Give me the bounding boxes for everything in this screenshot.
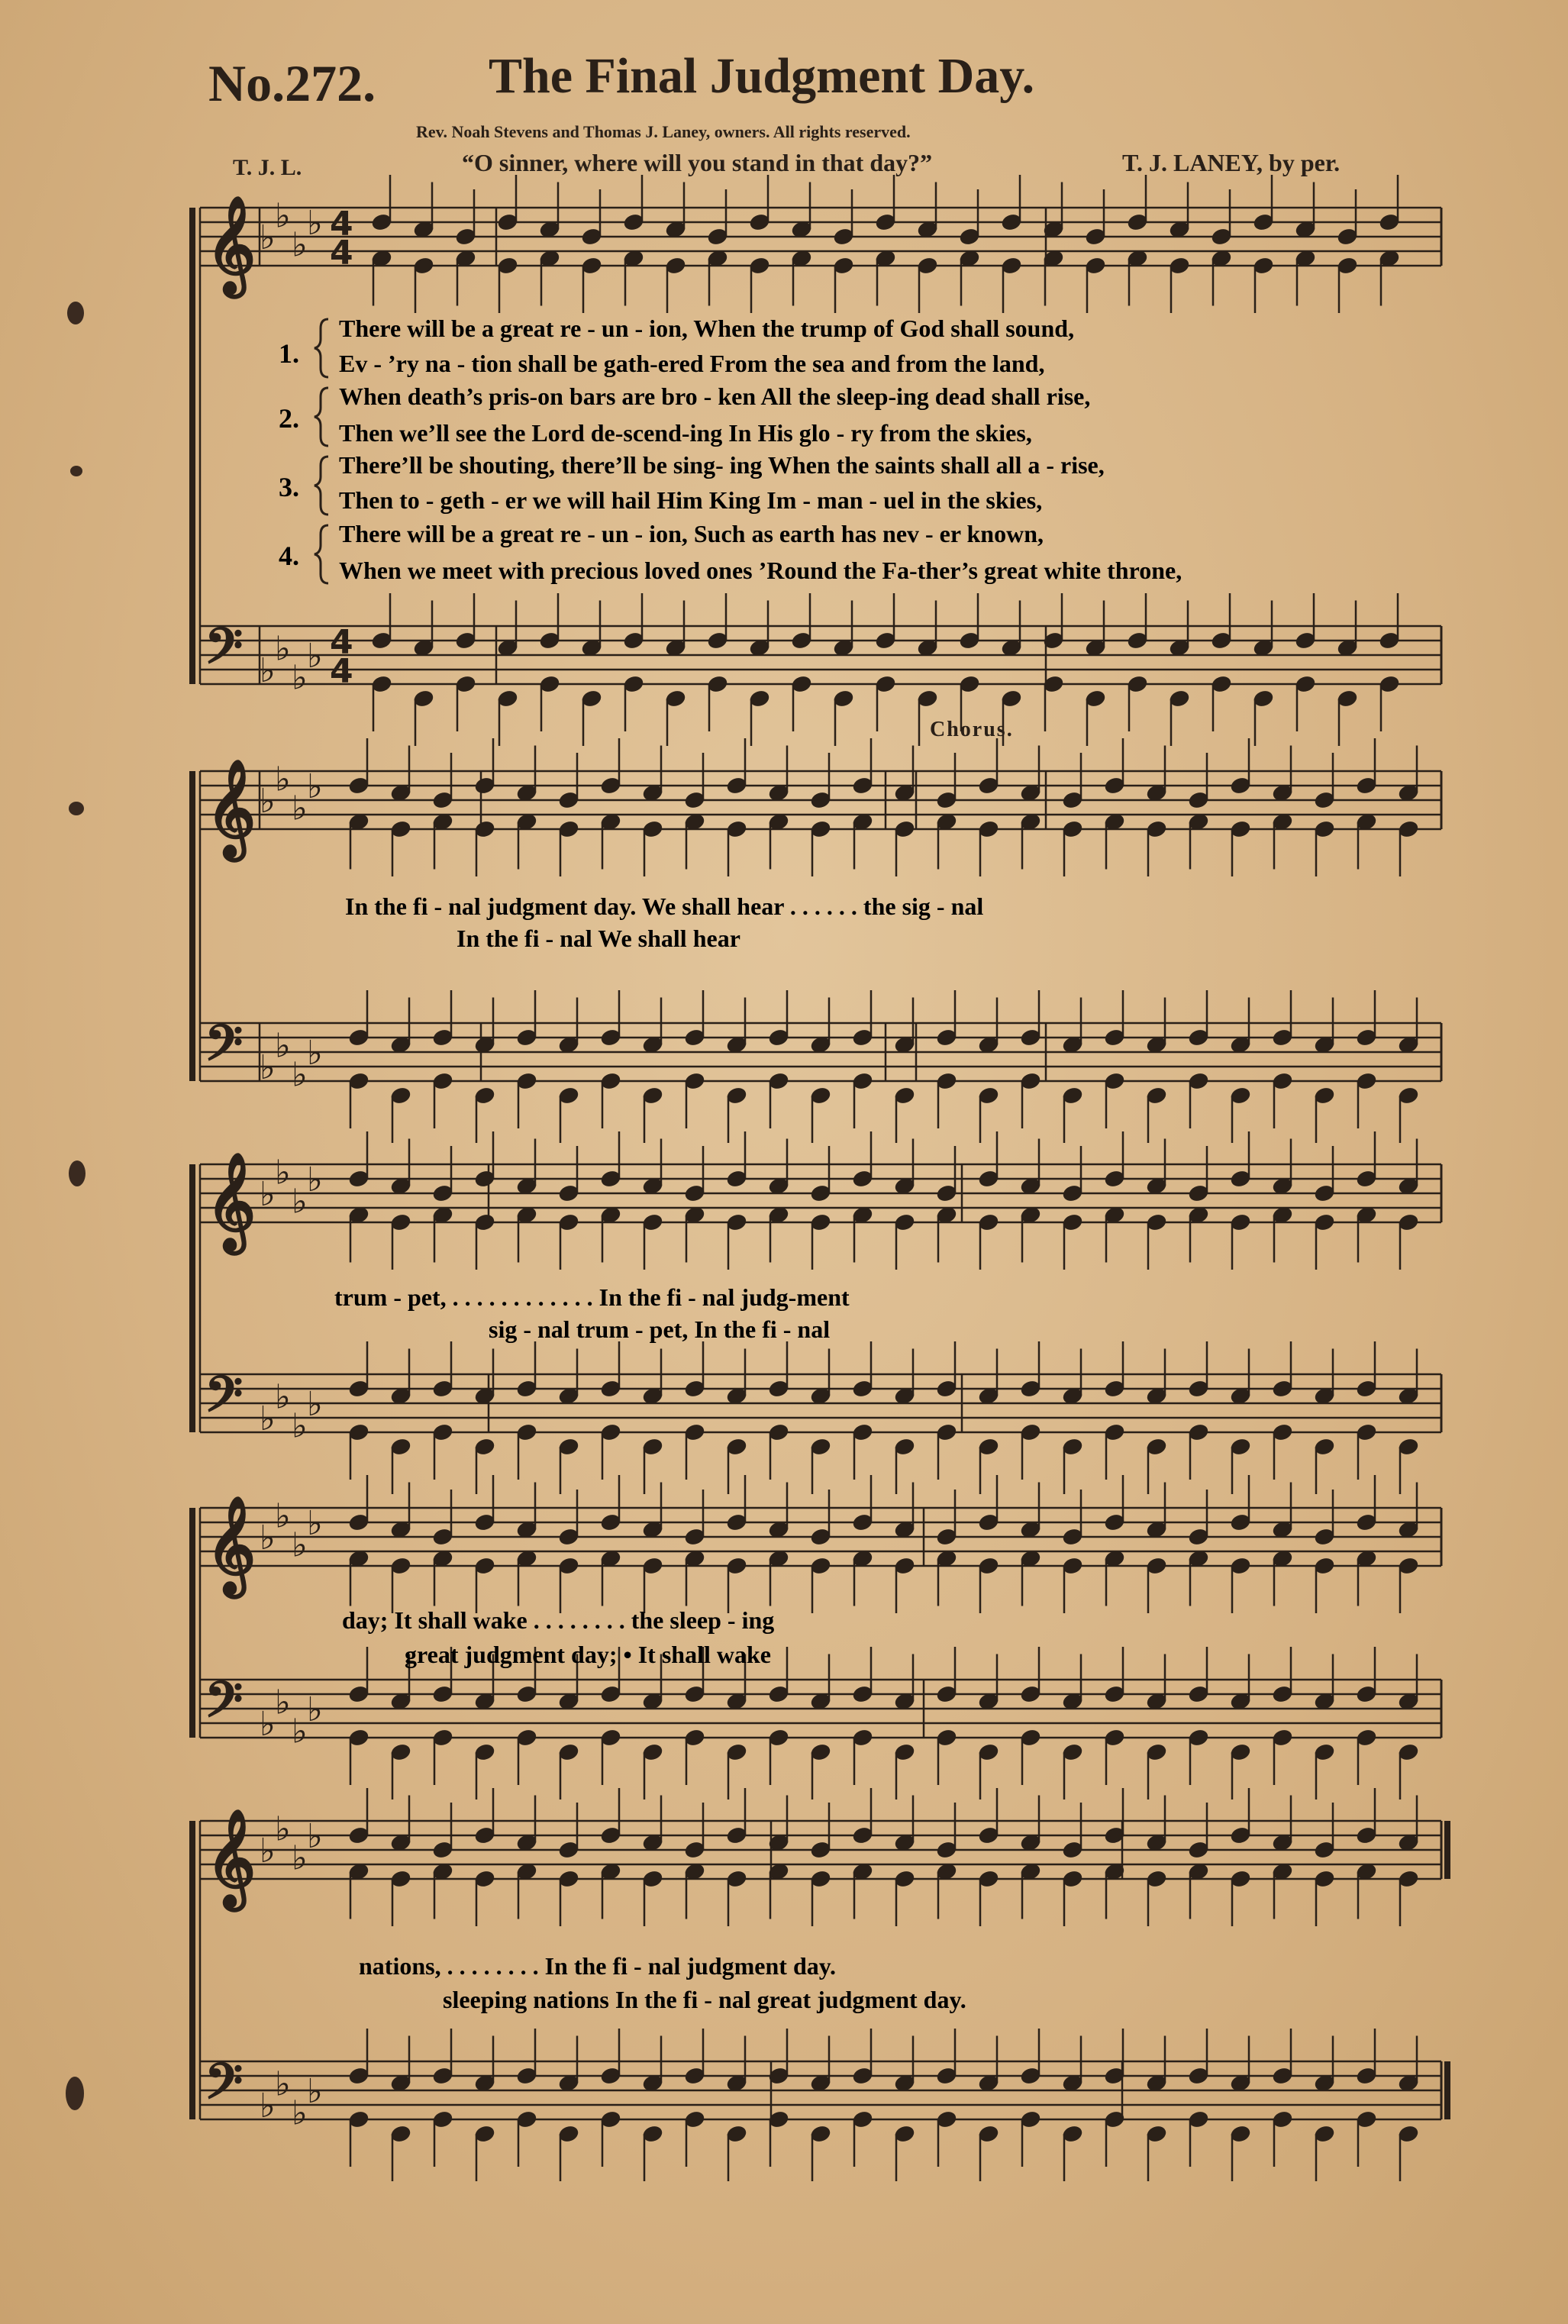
verse-line: Then we’ll see the Lord de-scend-ing In His glo - ry from the skies, (339, 419, 1032, 447)
bass-clef: 𝄢 (205, 1672, 244, 1741)
verse-line: There will be a great re - un - ion, Such as earth has nev - er known, (339, 520, 1044, 547)
flat-sign: ♭ (307, 1504, 323, 1543)
flat-sign: ♭ (260, 2087, 276, 2125)
flat-sign: ♭ (292, 1055, 308, 1095)
verse-3 (279, 451, 1105, 514)
flat-sign: ♭ (275, 629, 291, 669)
verse-number: 3. (279, 472, 299, 502)
verse-number: 4. (279, 541, 299, 571)
flat-sign: ♭ (260, 1832, 276, 1870)
flat-sign: ♭ (260, 782, 276, 821)
lyric-line: sig - nal trum - pet, In the fi - nal (489, 1315, 831, 1343)
flat-sign: ♭ (275, 1153, 291, 1193)
treble-clef: 𝄞 (206, 1152, 256, 1250)
time-signature: 4 (330, 205, 353, 244)
author-initials: T. J. L. (233, 155, 302, 180)
flat-sign: ♭ (260, 1519, 276, 1557)
verse-4 (279, 520, 1182, 584)
flat-sign: ♭ (275, 1809, 291, 1849)
treble-clef: 𝄞 (206, 195, 256, 293)
flat-sign: ♭ (260, 1048, 276, 1087)
flat-sign: ♭ (292, 658, 308, 698)
verse-line: When death’s pris-on bars are bro - ken All the sleep-ing dead shall rise, (339, 382, 1091, 410)
flat-sign: ♭ (307, 1160, 323, 1199)
flat-sign: ♭ (260, 1175, 276, 1214)
verse-line: Then to - geth - er we will hail Him King Im - man - uel in the skies, (339, 486, 1043, 514)
flat-sign: ♭ (275, 760, 291, 799)
lyric-line: nations, . . . . . . . . In the fi - nal judgment day. (359, 1952, 836, 1980)
time-signature: 4 (330, 623, 353, 662)
hymn-number: No.272. (208, 54, 376, 112)
flat-sign: ♭ (260, 218, 276, 257)
copyright-line: Rev. Noah Stevens and Thomas J. Laney, owners. All rights reserved. (416, 122, 911, 141)
flat-sign: ♭ (307, 1385, 323, 1424)
verse-1 (279, 315, 1074, 377)
hymn-subtitle: “O sinner, where will you stand in that day?” (462, 149, 933, 176)
flat-sign: ♭ (307, 2072, 323, 2111)
hymn-title: The Final Judgment Day. (489, 48, 1035, 104)
flat-sign: ♭ (260, 1705, 276, 1744)
bass-clef: 𝄢 (205, 1015, 244, 1084)
verse-line: There will be a great re - un - ion, When the trump of God shall sound, (339, 315, 1075, 342)
verse-2 (279, 382, 1090, 447)
lyric-line: sleeping nations In the fi - nal great judgment day. (443, 1986, 966, 2013)
flat-sign: ♭ (292, 789, 308, 828)
flat-sign: ♭ (292, 1838, 308, 1878)
verse-line: There’ll be shouting, there’ll be sing- ing When the saints shall all a - rise, (339, 451, 1105, 479)
flat-sign: ♭ (260, 651, 276, 690)
lyric-line: day; It shall wake . . . . . . . . the sleep - ing (342, 1606, 775, 1634)
flat-sign: ♭ (307, 1690, 323, 1729)
flat-sign: ♭ (275, 1496, 291, 1536)
treble-clef: 𝄞 (206, 759, 256, 857)
flat-sign: ♭ (292, 1406, 308, 1446)
flat-sign: ♭ (307, 1817, 323, 1856)
verse-line: When we meet with precious loved ones ’Round the Fa-ther’s great white throne, (339, 557, 1182, 584)
flat-sign: ♭ (292, 1182, 308, 1222)
bass-clef: 𝄢 (205, 2054, 244, 2122)
lyric-line: trum - pet, . . . . . . . . . . . . In the fi - nal judg-ment (334, 1283, 850, 1311)
bass-clef: 𝄢 (205, 618, 244, 687)
verse-number: 2. (279, 403, 299, 434)
treble-clef: 𝄞 (206, 1809, 256, 1906)
lyric-line: great judgment day; • It shall wake (405, 1641, 771, 1668)
flat-sign: ♭ (307, 767, 323, 806)
flat-sign: ♭ (292, 225, 308, 265)
flat-sign: ♭ (275, 2064, 291, 2104)
treble-clef: 𝄞 (206, 1496, 256, 1593)
flat-sign: ♭ (275, 1026, 291, 1066)
flat-sign: ♭ (275, 1683, 291, 1722)
verse-line: Ev - ’ry na - tion shall be gath-ered From the sea and from the land, (339, 350, 1045, 377)
flat-sign: ♭ (292, 1525, 308, 1565)
verse-number: 1. (279, 338, 299, 369)
flat-sign: ♭ (260, 1399, 276, 1438)
time-signature: 4 (330, 652, 353, 691)
flat-sign: ♭ (307, 1034, 323, 1073)
composer-credit: T. J. LANEY, by per. (1122, 149, 1341, 176)
flat-sign: ♭ (307, 637, 323, 676)
bass-clef: 𝄢 (205, 1367, 244, 1435)
flat-sign: ♭ (275, 196, 291, 236)
time-signature: 4 (330, 234, 353, 273)
lyric-line: In the fi - nal We shall hear (457, 925, 740, 952)
flat-sign: ♭ (292, 1712, 308, 1751)
chorus-label: Chorus. (930, 718, 1014, 741)
lyric-line: In the fi - nal judgment day. We shall hear . . . . . . the sig - nal (345, 892, 984, 920)
verse-braces (315, 319, 328, 583)
flat-sign: ♭ (307, 204, 323, 243)
flat-sign: ♭ (275, 1377, 291, 1417)
flat-sign: ♭ (292, 2093, 308, 2133)
